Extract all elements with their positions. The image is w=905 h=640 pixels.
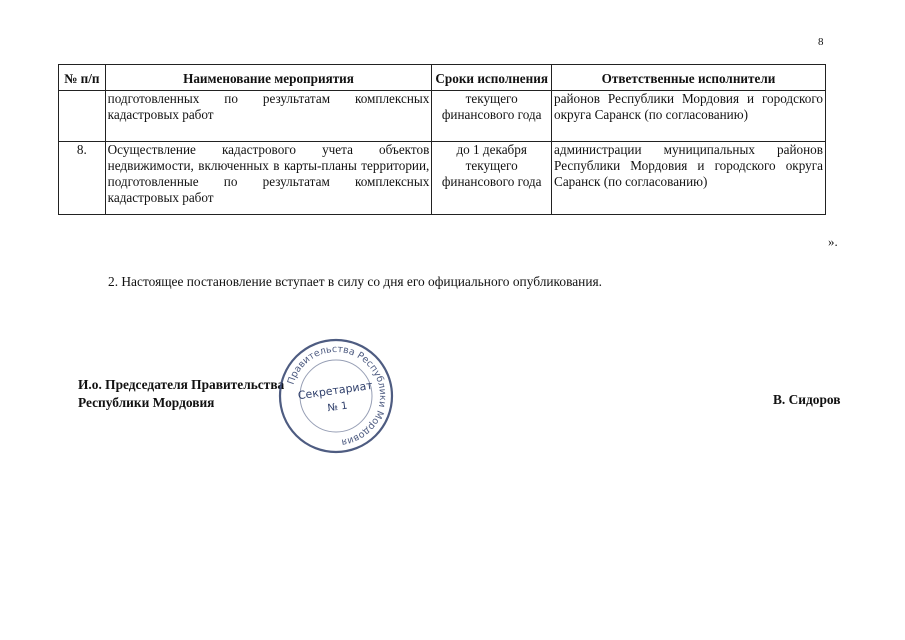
header-measure-name: Наименование мероприятия — [105, 65, 432, 91]
header-deadline: Сроки исполнения — [432, 65, 552, 91]
signatory-name: В. Сидоров — [773, 392, 841, 407]
page-number: 8 — [818, 36, 824, 48]
row-number — [59, 91, 106, 142]
row-measure-name: Осуществление кадастрового учета объектов недвижимости, включенных в карты-планы территории, подготовленные по результатам комплексных кадастровых работ — [105, 142, 432, 215]
measures-table — [58, 64, 826, 215]
stamp-center-line1: Секретариат — [297, 378, 374, 403]
row-deadline: до 1 декабря текущего финансового года — [432, 142, 552, 215]
row-number: 8. — [59, 142, 106, 215]
stamp-ring-text: Правительства Республики Мордовия — [285, 343, 389, 448]
row-responsible: районов Республики Мордовия и городского округа Саранск (по согласованию) — [552, 91, 826, 142]
header-responsible: Ответственные исполнители — [552, 65, 826, 91]
effective-date-paragraph: 2. Настоящее постановление вступает в силу со дня его официального опубликования. — [108, 274, 602, 289]
row-responsible: администрации муниципальных районов Республики Мордовия и городского округа Саранск (по согласованию) — [552, 142, 826, 215]
signatory-position-line2: Республики Мордовия — [78, 395, 215, 410]
official-stamp — [276, 336, 396, 456]
stamp-center-line2: № 1 — [326, 400, 349, 415]
table-row — [59, 91, 826, 142]
signatory-position — [78, 376, 284, 412]
table-row — [59, 142, 826, 215]
row-deadline: текущего финансового года — [432, 91, 552, 142]
signatory-position-line1: И.о. Председателя Правительства — [78, 377, 285, 392]
table-header-row — [59, 65, 826, 91]
row-measure-name: подготовленных по результатам комплексных кадастровых работ — [105, 91, 432, 142]
header-number: № п/п — [59, 65, 106, 91]
closing-quote: ». — [828, 234, 838, 249]
